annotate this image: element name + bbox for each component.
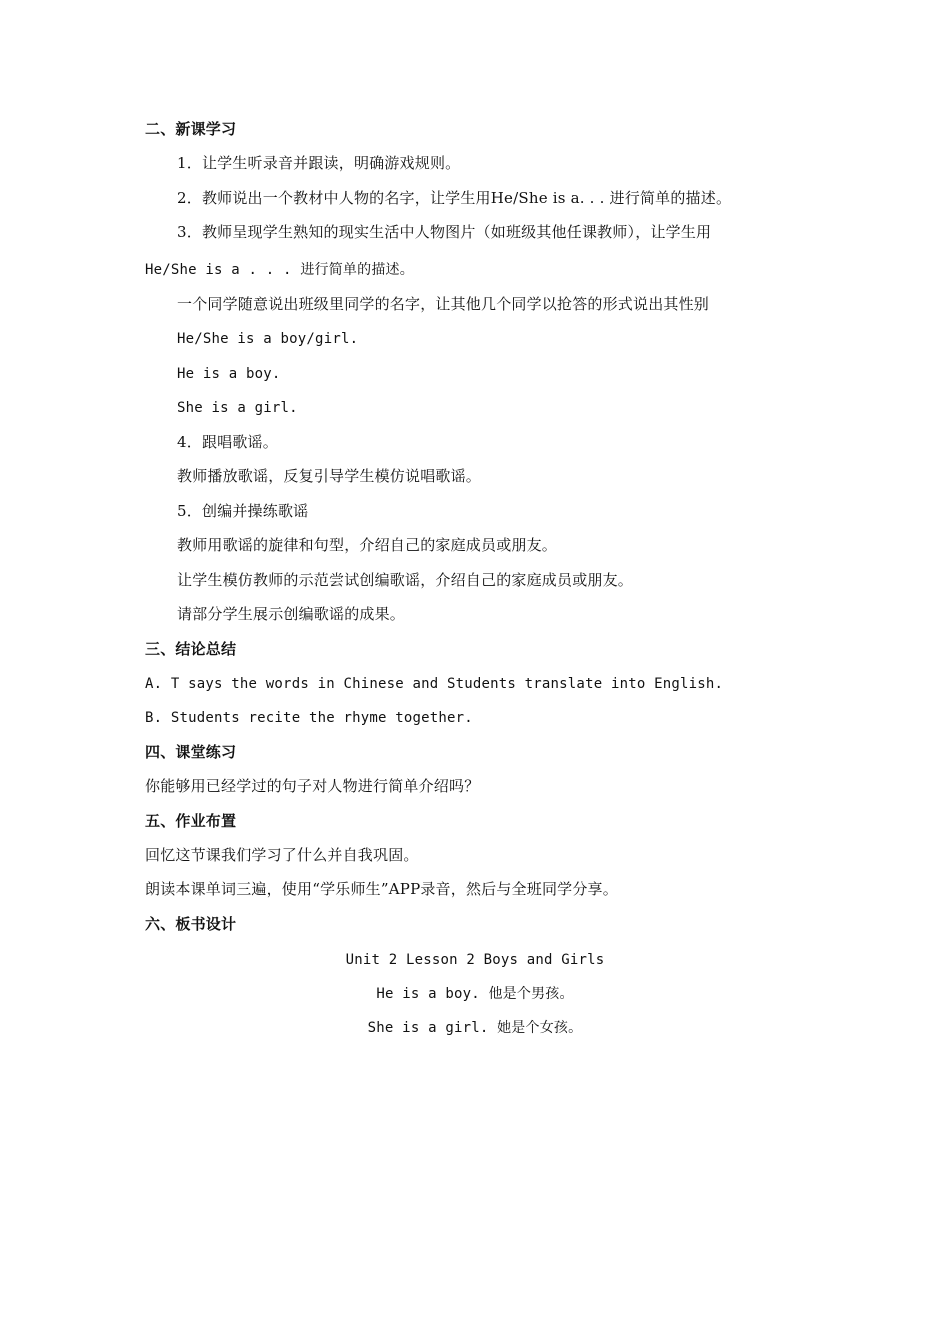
paragraph: He/She is a . . . 进行简单的描述。 [145, 262, 414, 278]
example-sentence: He is a boy. [177, 366, 281, 382]
paragraph: 一个同学随意说出班级里同学的名字，让其他几个同学以抢答的形式说出其性别 [177, 295, 710, 313]
paragraph: 1．让学生听录音并跟读，明确游戏规则。 [177, 154, 461, 172]
section-heading-summary: 三、结论总结 [145, 640, 237, 658]
section-heading-practice: 四、课堂练习 [145, 743, 237, 761]
board-title: Unit 2 Lesson 2 Boys and Girls [345, 952, 605, 968]
example-sentence: He/She is a boy/girl. [177, 331, 359, 347]
paragraph: 2．教师说出一个教材中人物的名字，让学生用He/She is a. . . 进行简单的描述。 [177, 189, 732, 207]
paragraph: 朗读本课单词三遍，使用“学乐师生”APP录音，然后与全班同学分享。 [145, 880, 618, 898]
board-line: She is a girl. 她是个女孩。 [367, 1020, 583, 1036]
paragraph: 请部分学生展示创编歌谣的成果。 [177, 605, 406, 623]
paragraph: 5．创编并操练歌谣 [177, 502, 309, 520]
paragraph: 回忆这节课我们学习了什么并自我巩固。 [145, 846, 419, 864]
paragraph: B. Students recite the rhyme together. [145, 710, 473, 726]
paragraph: A. T says the words in Chinese and Students translate into English. [145, 676, 724, 692]
paragraph: 4．跟唱歌谣。 [177, 433, 278, 451]
section-heading-board-design: 六、板书设计 [145, 915, 237, 933]
section-heading-new-lesson: 二、新课学习 [145, 120, 237, 138]
example-sentence: She is a girl. [177, 400, 298, 416]
board-line: He is a boy. 他是个男孩。 [376, 986, 574, 1002]
paragraph: 教师用歌谣的旋律和句型，介绍自己的家庭成员或朋友。 [177, 536, 558, 554]
section-heading-homework: 五、作业布置 [145, 812, 237, 830]
paragraph: 你能够用已经学过的句子对人物进行简单介绍吗？ [145, 777, 480, 795]
paragraph: 让学生模仿教师的示范尝试创编歌谣，介绍自己的家庭成员或朋友。 [177, 571, 634, 589]
paragraph: 教师播放歌谣，反复引导学生模仿说唱歌谣。 [177, 467, 482, 485]
paragraph: 3．教师呈现学生熟知的现实生活中人物图片（如班级其他任课教师），让学生用 [177, 223, 712, 241]
